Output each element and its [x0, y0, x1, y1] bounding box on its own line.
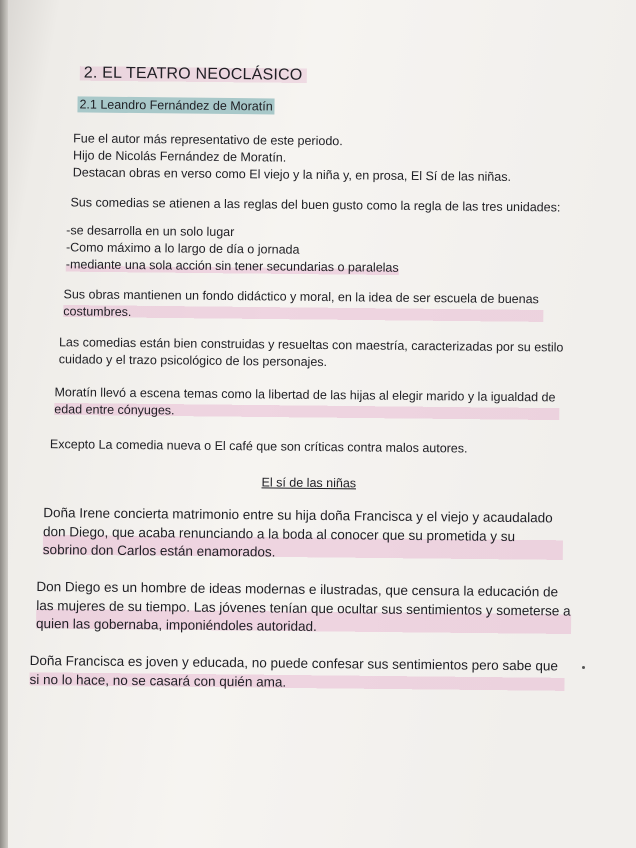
rule-item: -Como máximo a lo largo de día o jornada: [65, 240, 300, 257]
paragraph-didactic: Sus obras mantienen un fondo didáctico y moral, en la idea de ser escuela de buenas costumbres.: [63, 286, 543, 325]
section-heading: El sí de las niñas: [261, 475, 357, 491]
rules-list: [66, 222, 399, 276]
paragraph-irene: Doña Irene concierta matrimonio entre su hija doña Francisca y el viejo y acaudalado don Diego, que acaba renunciando a la boda al conocer que su prometida y su sobrino don Carlos están enamorados.: [43, 504, 564, 565]
paragraph-except: Excepto La comedia nueva o El café que son críticas contra malos autores.: [49, 437, 468, 456]
intro-block: [73, 130, 512, 186]
section-subtitle: 2.1 Leandro Fernández de Moratín: [77, 96, 274, 114]
paragraph-themes: Moratín llevó a escena temas como la libertad de las hijas al elegir marido y la igualdad de edad entre cónyuges.: [54, 384, 559, 423]
intro-line: Fue el autor más representativo de este periodo.: [73, 131, 343, 149]
paragraph-diego: Don Diego es un hombre de ideas modernas e ilustradas, que censura la educación de las mujeres de su tiempo. Las jóvenes tenían que ocultar sus sentimientos y someterse a quien las gobernaba, imponiéndoles autoridad.: [36, 578, 572, 639]
page-title: 2. EL TEATRO NEOCLÁSICO: [80, 64, 307, 84]
document-content: [29, 58, 598, 690]
paragraph-structure: Las comedias están bien construidas y resueltas con maestría, caracterizadas por su estilo cuidado y el trazo psicológico de los personajes.: [58, 335, 564, 370]
paragraph-francisca: Doña Francisca es joven y educada, no puede confesar sus sentimientos pero sabe que si no lo hace, no se casará con quién ama.: [29, 652, 564, 695]
intro-line: Destacan obras en verso como El viejo y la niña y, en prosa, El Sí de las niñas.: [72, 165, 512, 184]
rule-item: -se desarrolla en un solo lugar: [66, 223, 235, 240]
intro-line: Hijo de Nicolás Fernández de Moratín.: [72, 148, 287, 165]
ink-speck: [582, 666, 585, 669]
rules-intro: Sus comedias se atienen a las reglas del buen gusto como la regla de las tres unidades:: [70, 195, 561, 215]
page-edge-shadow: [0, 0, 8, 848]
rule-item: -mediante una sola acción sin tener secundarias o paralelas: [65, 257, 399, 275]
